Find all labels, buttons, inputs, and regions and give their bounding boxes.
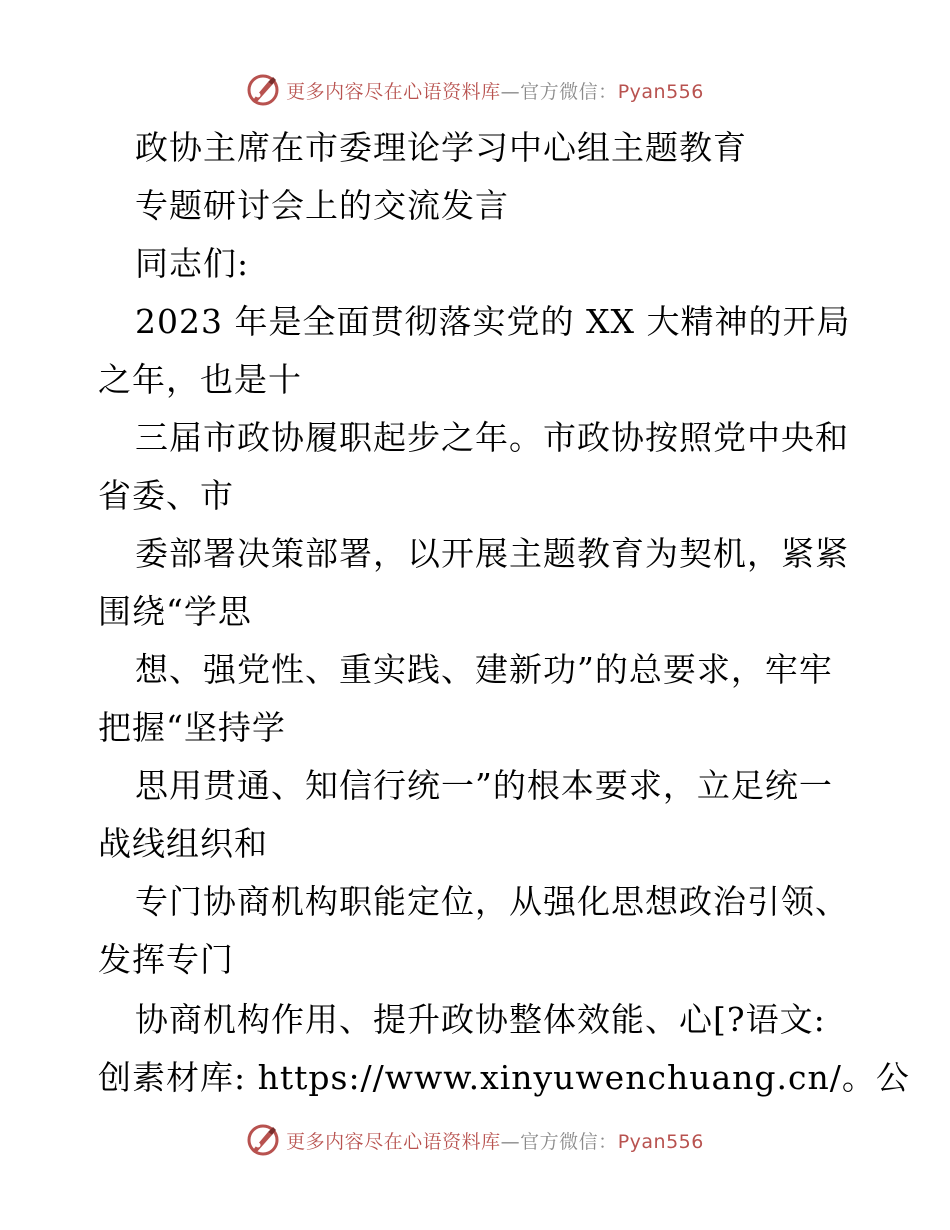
document-line: 省委、市	[98, 476, 234, 515]
footer-banner-wechat-label: 官方微信：	[520, 1130, 618, 1153]
footer-banner-wechat-id: Pyan556	[617, 1130, 704, 1153]
document-line: 围绕“学思	[98, 592, 252, 631]
footer-banner-brand: 更多内容尽在心语资料库	[286, 1130, 501, 1153]
footer-banner-dash: —	[500, 1130, 521, 1153]
pen-logo-icon	[246, 1123, 280, 1157]
header-banner-wechat-id: Pyan556	[617, 80, 704, 103]
header-banner-brand: 更多内容尽在心语资料库	[286, 80, 501, 103]
document-line: 思用贯通、知信行统一”的根本要求，立足统一	[135, 766, 833, 805]
document-line: 发挥专门	[98, 940, 234, 979]
footer-banner	[0, 1120, 950, 1160]
document-salutation: 同志们:	[135, 244, 250, 283]
document-line: 战线组织和	[98, 824, 268, 863]
header-banner-dash: —	[500, 80, 521, 103]
document-title-line-2: 专题研讨会上的交流发言	[135, 186, 509, 225]
document-line: 专门协商机构职能定位，从强化思想政治引领、	[135, 882, 849, 921]
document-line: 创素材库: https://www.xinyuwenchuang.cn/。公	[98, 1058, 910, 1097]
document-line: 协商机构作用、提升政协整体效能、心[?语文:	[135, 1000, 826, 1039]
footer-banner-text	[286, 1127, 704, 1154]
document-title-line-1: 政协主席在市委理论学习中心组主题教育	[135, 128, 747, 167]
document-line: 委部署决策部署，以开展主题教育为契机，紧紧	[135, 534, 849, 573]
document-line: 把握“坚持学	[98, 708, 286, 747]
document-line: 三届市政协履职起步之年。市政协按照党中央和	[135, 418, 849, 457]
document-line: 之年，也是十	[98, 360, 302, 399]
header-banner-wechat-label: 官方微信：	[520, 80, 618, 103]
document-line: 2023 年是全面贯彻落实党的 XX 大精神的开局	[135, 302, 851, 341]
document-line: 想、强党性、重实践、建新功”的总要求，牢牢	[135, 650, 833, 689]
